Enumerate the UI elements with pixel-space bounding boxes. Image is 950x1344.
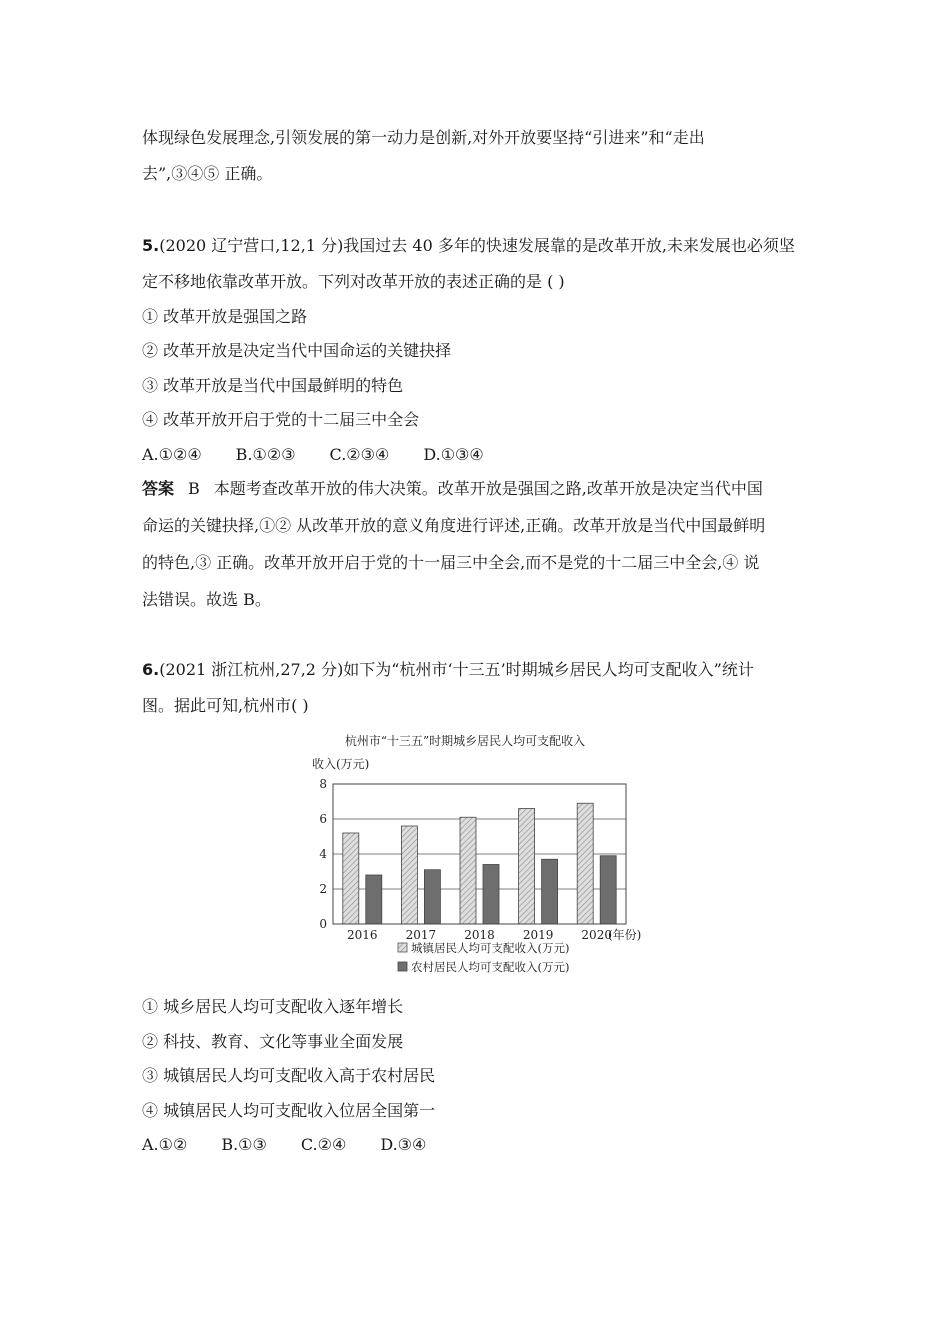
y-tick-label: 2 (319, 882, 327, 896)
q4-tail-line2: 去”,③④⑤ 正确。 (142, 164, 273, 183)
income-bar-chart (290, 728, 660, 983)
answer-letter: B (188, 479, 200, 498)
bar-rural-2017 (424, 870, 440, 924)
q6-option-2: ② 科技、教育、文化等事业全面发展 (142, 1032, 404, 1051)
bar-rural-2020 (600, 856, 616, 924)
q5-choice-b: B.①②③ (235, 445, 296, 464)
x-tick-label: 2019 (522, 928, 554, 942)
q5-explanation-1: 本题考查改革开放的伟大决策。改革开放是强国之路,改革开放是决定当代中国 (213, 479, 763, 498)
bar-urban-2017 (401, 826, 417, 924)
q5-number: 5. (142, 236, 160, 255)
bar-urban-2020 (577, 803, 593, 924)
q6-choice-c: C.②④ (300, 1135, 347, 1154)
q6-option-1: ① 城乡居民人均可支配收入逐年增长 (142, 997, 404, 1016)
legend-label-rural: 农村居民人均可支配收入(万元) (411, 960, 570, 974)
q6-option-3: ③ 城镇居民人均可支配收入高于农村居民 (142, 1066, 436, 1085)
bar-rural-2018 (483, 865, 499, 925)
q5-option-4: ④ 改革开放开启于党的十二届三中全会 (142, 410, 420, 429)
legend-swatch-rural (398, 962, 407, 971)
bar-rural-2016 (366, 875, 382, 924)
legend-label-urban: 城镇居民人均可支配收入(万元) (411, 941, 570, 955)
bar-rural-2019 (542, 859, 558, 924)
q5-option-2: ② 改革开放是决定当代中国命运的关键抉择 (142, 341, 452, 360)
y-tick-label: 8 (319, 777, 327, 791)
bar-urban-2016 (343, 833, 359, 924)
q6-option-4: ④ 城镇居民人均可支配收入位居全国第一 (142, 1101, 436, 1120)
y-tick-label: 4 (319, 847, 327, 861)
q5-stem-text1: (2020 辽宁营口,12,1 分)我国过去 40 多年的快速发展靠的是改革开放,未来发展也必须坚 (159, 236, 795, 255)
y-tick-label: 6 (319, 812, 327, 826)
q4-tail-line1: 体现绿色发展理念,引领发展的第一动力是创新,对外开放要坚持“引进来”和“走出 (142, 128, 705, 147)
q5-explanation-3: 的特色,③ 正确。改革开放开启于党的十一届三中全会,而不是党的十二届三中全会,④ 说 (142, 553, 760, 572)
chart-ylabel: 收入(万元) (312, 757, 370, 771)
y-tick-label: 0 (319, 917, 327, 931)
q6-choice-b: B.①③ (221, 1135, 267, 1154)
q5-choices (142, 445, 484, 465)
q5-choice-a: A.①②④ (142, 445, 202, 464)
chart-legend (398, 941, 569, 974)
q6-choices (142, 1135, 426, 1155)
q5-explanation-2: 命运的关键抉择,①② 从改革开放的意义角度进行评述,正确。改革开放是当代中国最鲜明 (142, 516, 766, 535)
q5-explanation-4: 法错误。故选 B。 (142, 590, 271, 609)
q5-choice-c: C.②③④ (329, 445, 390, 464)
bar-urban-2019 (519, 809, 535, 925)
chart-title: 杭州市“十三五”时期城乡居民人均可支配收入 (344, 734, 586, 748)
x-tick-label: 2016 (347, 928, 378, 942)
q6-stem-text1: (2021 浙江杭州,27,2 分)如下为“杭州市‘十三五’时期城乡居民人均可支配收入”统计 (159, 660, 754, 679)
q5-option-3: ③ 改革开放是当代中国最鲜明的特色 (142, 376, 404, 395)
q5-option-1: ① 改革开放是强国之路 (142, 307, 308, 326)
q5-answer-line1 (142, 479, 763, 499)
bar-urban-2018 (460, 817, 476, 924)
chart-xlabel: (年份) (608, 928, 642, 942)
q6-stem-line1 (142, 660, 754, 680)
q6-stem-line2: 图。据此可知,杭州市( ) (142, 696, 309, 715)
answer-label: 答案 (142, 479, 175, 498)
x-tick-label: 2020 (581, 928, 612, 942)
q6-choice-d: D.③④ (380, 1135, 427, 1154)
q6-choice-a: A.①② (142, 1135, 188, 1154)
q6-number: 6. (142, 660, 160, 679)
legend-swatch-urban (398, 943, 407, 952)
x-tick-label: 2017 (405, 928, 437, 942)
x-tick-label: 2018 (464, 928, 495, 942)
q5-choice-d: D.①③④ (423, 445, 484, 464)
q5-stem-line1 (142, 236, 795, 256)
q5-stem-line2: 定不移地依靠改革开放。下列对改革开放的表述正确的是 ( ) (142, 272, 565, 291)
